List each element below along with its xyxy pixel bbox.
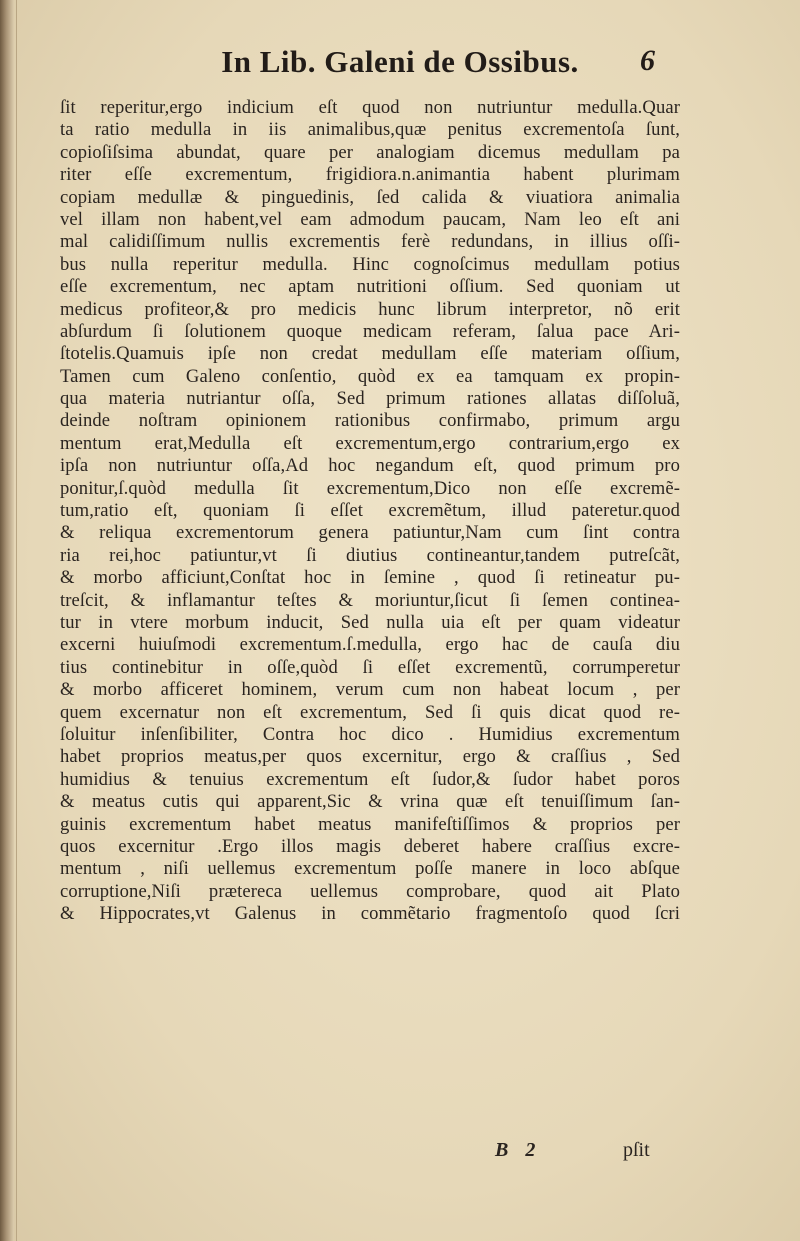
running-head: In Lib. Galeni de Ossibus.: [221, 44, 579, 79]
text-line: ponitur,ſ.quòd medulla ſit excrementum,Dico non eſſe excremẽ-: [60, 477, 680, 499]
text-line: vel illam non habent,vel eam admodum paucam, Nam leo eſt ani: [60, 208, 680, 230]
text-line: ſtotelis.Quamuis ipſe non credat medullam eſſe materiam oſſium,: [60, 343, 680, 365]
text-line: & Hippocrates,vt Galenus in commẽtario fragmentoſo quod ſcri: [60, 903, 680, 925]
catchword: pſit: [623, 1139, 650, 1161]
folio-number: 6: [640, 44, 655, 77]
gutter-fold-line: [16, 0, 17, 1241]
text-line: ria rei,hoc patiuntur,vt ſi diutius contineantur,tandem putreſcãt,: [60, 544, 680, 566]
signature-mark: B 2: [495, 1139, 542, 1161]
text-line: excerni huiuſmodi excrementum.ſ.medulla, ergo hac de cauſa diu: [60, 634, 680, 656]
text-line: ſoluitur inſenſibiliter, Contra hoc dico . Humidius excrementum: [60, 723, 680, 745]
text-line: copioſiſsima abundat, quare per analogiam dicemus medullam pa: [60, 141, 680, 163]
text-line: ſit reperitur,ergo indicium eſt quod non nutriuntur medulla.Quar: [60, 97, 680, 118]
text-line: & reliqua excrementorum genera patiuntur,Nam cum ſint contra: [60, 522, 680, 544]
text-line: qua materia nutriantur oſſa, Sed primum rationes allatas diſſoluã,: [60, 388, 680, 410]
text-line: bus nulla reperitur medulla. Hinc cognoſcimus medullam potius: [60, 253, 680, 275]
text-line: corruptione,Niſi prætereca uellemus comprobare, quod ait Plato: [60, 880, 680, 902]
text-line: deinde noſtram opinionem rationibus confirmabo, primum argu: [60, 410, 680, 432]
text-line: mentum , niſi uellemus excrementum poſſe manere in loco abſque: [60, 858, 680, 880]
page-gutter-shadow: [0, 0, 14, 1241]
text-line: ipſa non nutriuntur oſſa,Ad hoc negandum eſt, quod primum pro: [60, 455, 680, 477]
text-line: quos excernitur .Ergo illos magis deberet habere craſſius excre-: [60, 835, 680, 857]
text-line: humidius & tenuius excrementum eſt ſudor,& ſudor habet poros: [60, 768, 680, 790]
text-line: treſcit, & inflamantur teſtes & moriuntur,ſicut ſi ſemen continea-: [60, 589, 680, 611]
text-line: quem excernatur non eſt excrementum, Sed ſi quis dicat quod re-: [60, 701, 680, 723]
text-line: mentum erat,Medulla eſt excrementum,ergo contrarium,ergo ex: [60, 432, 680, 454]
text-line: ta ratio medulla in iis animalibus,quæ penitus excrementoſa ſunt,: [60, 119, 680, 141]
text-line: riter eſſe excrementum, frigidiora.n.animantia habent plurimam: [60, 164, 680, 186]
text-line: copiam medullæ & pinguedinis, ſed calida & viuatiora animalia: [60, 186, 680, 208]
text-line: tum,ratio eſt, quoniam ſi eſſet excremẽtum, illud pateretur.quod: [60, 500, 680, 522]
text-line: medicus profiteor,& pro medicis hunc librum interpretor, nõ erit: [60, 298, 680, 320]
text-line: Tamen cum Galeno conſentio, quòd ex ea tamquam ex propin-: [60, 365, 680, 387]
text-line: habet proprios meatus,per quos excernitur, ergo & craſſius , Sed: [60, 746, 680, 768]
text-line: & morbo afficiunt,Conſtat hoc in ſemine , quod ſi retineatur pu-: [60, 567, 680, 589]
text-line: & morbo afficeret hominem, verum cum non habeat locum , per: [60, 679, 680, 701]
text-line: abſurdum ſi ſolutionem quoque medicam referam, ſalua pace Ari-: [60, 320, 680, 342]
footer-row: [60, 1139, 680, 1167]
text-line: mal calidiſſimum nullis excrementis ferè redundans, in illius oſſi-: [60, 231, 680, 253]
text-line: guinis excrementum habet meatus manifeſtiſſimos & proprios per: [60, 813, 680, 835]
body-text-block: [60, 97, 680, 925]
text-line: tius continebitur in oſſe,quòd ſi eſſet excrementũ, corrumperetur: [60, 656, 680, 678]
text-line: & meatus cutis qui apparent,Sic & vrina quæ eſt tenuiſſimum ſan-: [60, 791, 680, 813]
text-line: eſſe excrementum, nec aptam nutritioni oſſium. Sed quoniam ut: [60, 276, 680, 298]
text-line: tur in vtere morbum inducit, Sed nulla uia eſt per quam videatur: [60, 611, 680, 633]
